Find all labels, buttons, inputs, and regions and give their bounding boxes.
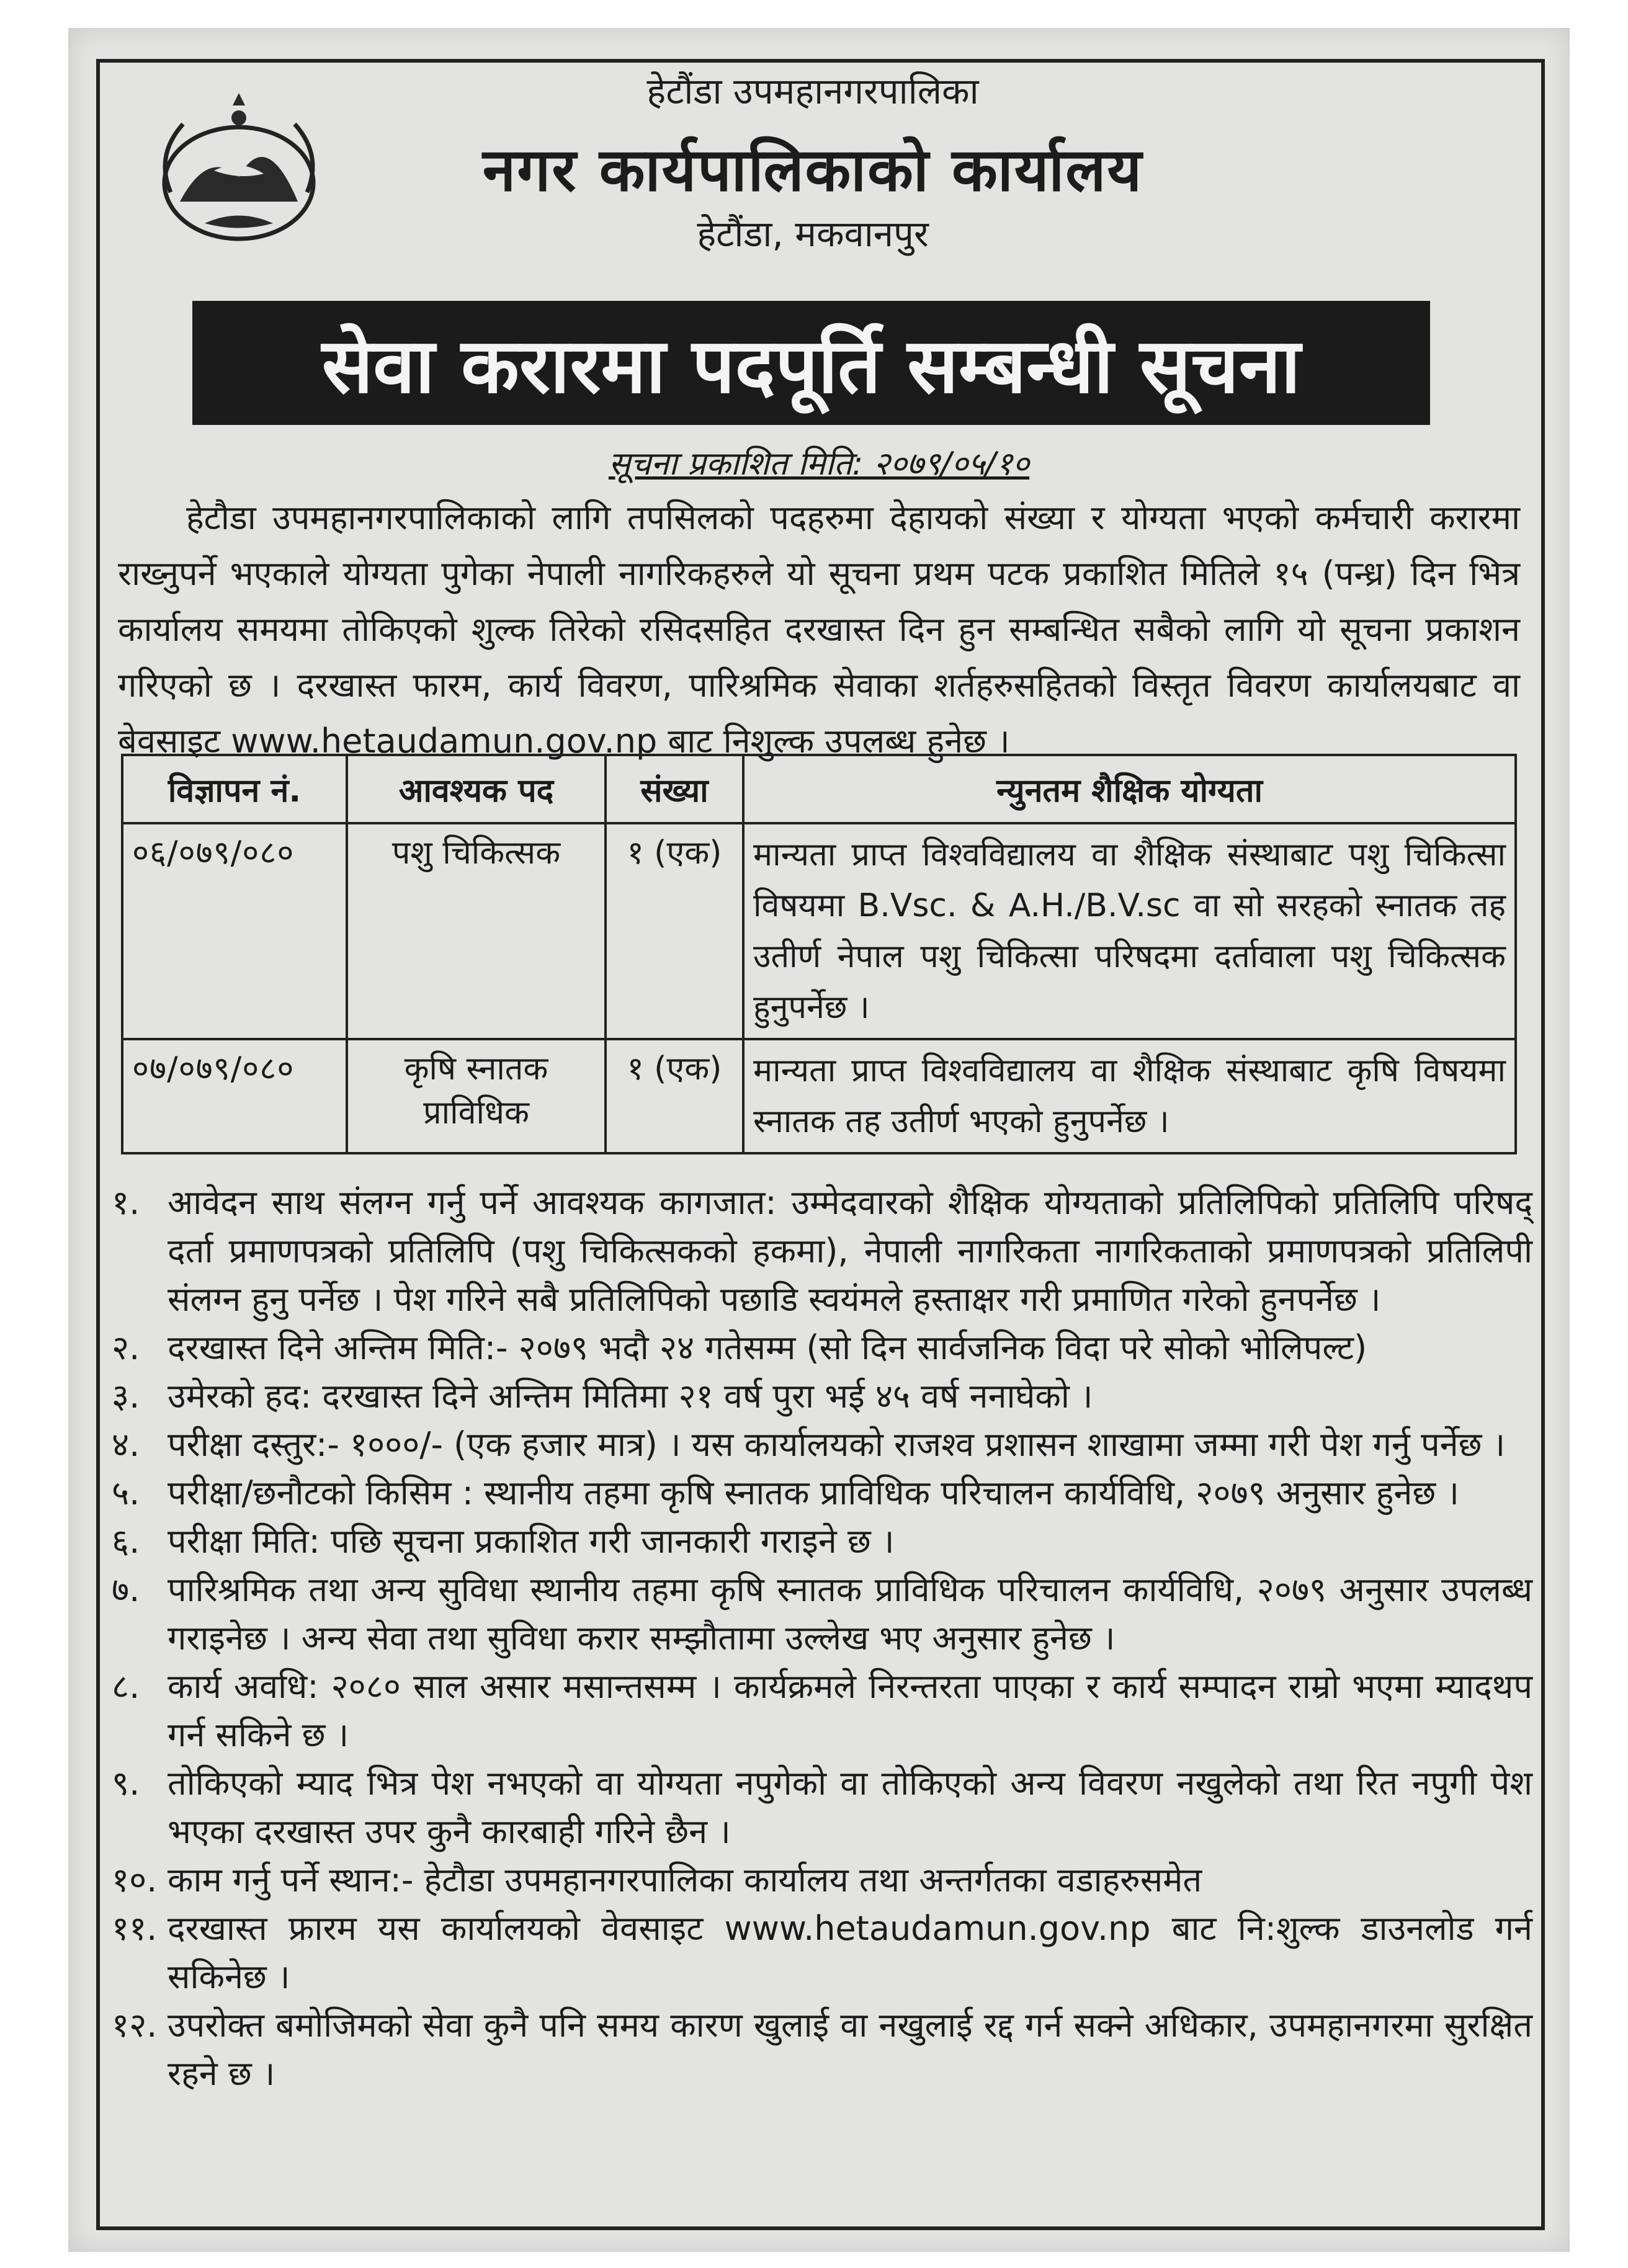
table-header-row (122, 755, 1516, 823)
conditions-list (112, 1179, 1532, 2098)
vacancy-table (121, 754, 1517, 1154)
column-header-post: आवश्यक पद (347, 755, 606, 823)
list-item (112, 1517, 1532, 1566)
office-name: नगर कार्यपालिकाको कार्यालय (482, 135, 1143, 205)
cell-ad-no: ०६/०७९/०८० (122, 823, 347, 1039)
list-item (112, 1663, 1532, 1759)
item-number: ८. (112, 1667, 140, 1706)
list-item (112, 2001, 1532, 2098)
item-number: ७. (112, 1570, 140, 1609)
item-number: ११. (112, 1909, 158, 1948)
item-number: ९. (112, 1764, 140, 1803)
list-item (112, 1904, 1532, 2001)
notice-title-banner: सेवा करारमा पदपूर्ति सम्बन्धी सूचना (192, 301, 1430, 425)
column-header-count: संख्या (606, 755, 743, 823)
cell-qualification: मान्यता प्राप्त विश्वविद्यालय वा शैक्षिक संस्थाबाट पशु चिकित्सा विषयमा B.Vsc. & A.H./B.V.sc वा सो सरहको स्नातक तह उतीर्ण नेपाल पशु चिकित्सा परिषदमा दर्तावाला पशु चिकित्सक हुनुपर्नेछ । (743, 823, 1516, 1039)
item-text: पारिश्रमिक तथा अन्य सुविधा स्थानीय तहमा कृषि स्नातक प्राविधिक परिचालन कार्यविधि, २०७९ अनुसार उपलब्ध गराइनेछ । अन्य सेवा तथा सुविधा करार सम्झौतामा उल्लेख भए अनुसार हुनेछ । (168, 1570, 1532, 1658)
list-item (112, 1856, 1532, 1904)
cell-post: कृषि स्नातक प्राविधिक (347, 1039, 606, 1153)
item-text: उमेरको हद: दरखास्त दिने अन्तिम मितिमा २१ वर्ष पुरा भई ४५ वर्ष ननाघेको । (168, 1377, 1093, 1416)
item-number: ५. (112, 1473, 140, 1512)
office-location: हेटौंडा, मकवानपुर (697, 213, 929, 255)
cell-ad-no: ०७/०७९/०८० (122, 1039, 347, 1153)
list-item (112, 1421, 1532, 1469)
intro-paragraph: हेटौडा उपमहानगरपालिकाको लागि तपसिलको पदहरुमा देहायको संख्या र योग्यता भएको कर्मचारी करारमा राख्नुपर्ने भएकाले योग्यता पुगेका नेपाली नागरिकहरुले यो सूचना प्रथम पटक प्रकाशित मितिले १५ (पन्ध्र) दिन भित्र कार्यालय समयमा तोकिएको शुल्क तिरेको रसिदसहित दरखास्त दिन हुन सम्बन्धित सबैको लागि यो सूचना प्रकाशन गरिएको छ । दरखास्त फारम, कार्य विवरण, पारिश्रमिक सेवाका शर्तहरुसहितको विस्तृत विवरण कार्यालयबाट वा बेवसाइट www.hetaudamun.gov.np बाट निशुल्क उपलब्ध हुनेछ । (118, 498, 1520, 761)
table-row (122, 1039, 1516, 1153)
item-text: उपरोक्त बमोजिमको सेवा कुनै पनि समय कारण खुलाई वा नखुलाई रद्द गर्न सक्ने अधिकार, उपमहानगरमा सुरक्षित रहने छ । (168, 2006, 1532, 2093)
list-item (112, 1759, 1532, 1856)
column-header-ad-no: विज्ञापन नं. (122, 755, 347, 823)
list-item (112, 1179, 1532, 1324)
item-number: ३. (112, 1377, 140, 1416)
publication-date: सूचना प्रकाशित मिति: २०७९/०५/१० (608, 445, 1030, 483)
cell-count: १ (एक) (606, 1039, 743, 1153)
column-header-qualification: न्युनतम शैक्षिक योग्यता (743, 755, 1516, 823)
cell-qualification: मान्यता प्राप्त विश्वविद्यालय वा शैक्षिक संस्थाबाट कृषि विषयमा स्नातक तह उतीर्ण भएको हुनुपर्नेछ । (743, 1039, 1516, 1153)
item-number: २. (112, 1328, 140, 1367)
item-text: परीक्षा/छनौटको किसिम : स्थानीय तहमा कृषि स्नातक प्राविधिक परिचालन कार्यविधि, २०७९ अनुसार हुनेछ । (168, 1473, 1459, 1512)
item-text: दरखास्त दिने अन्तिम मिति:- २०७९ भदौ २४ गतेसम्म (सो दिन सार्वजनिक विदा परे सोको भोलिपल्ट) (168, 1328, 1367, 1367)
table-row (122, 823, 1516, 1039)
item-number: १०. (112, 1860, 158, 1900)
nepal-government-emblem-icon (146, 90, 332, 257)
cell-post: पशु चिकित्सक (347, 823, 606, 1039)
item-text: काम गर्नु पर्ने स्थान:- हेटौडा उपमहानगरपालिका कार्यालय तथा अन्तर्गतका वडाहरुसमेत (168, 1860, 1202, 1900)
item-text: परीक्षा दस्तुर:- १०००/- (एक हजार मात्र) । यस कार्यालयको राजश्व प्रशासन शाखामा जम्मा गरी पेश गर्नु पर्नेछ । (168, 1425, 1506, 1464)
item-number: १. (112, 1183, 140, 1222)
list-item (112, 1566, 1532, 1663)
cell-count: १ (एक) (606, 823, 743, 1039)
item-number: ६. (112, 1522, 140, 1561)
item-text: आवेदन साथ संलग्न गर्नु पर्ने आवश्यक कागजात: उम्मेदवारको शैक्षिक योग्यताको प्रतिलिपिको प्रतिलिपि परिषद् दर्ता प्रमाणपत्रको प्रतिलिपि (पशु चिकित्सकको हकमा), नेपाली नागरिकता नागरिकताको प्रमाणपत्रको प्रतिलिपी संलग्न हुनु पर्नेछ । पेश गरिने सबै प्रतिलिपिको पछाडि स्वयंमले हस्ताक्षर गरी प्रमाणित गरेको हुनपर्नेछ । (168, 1183, 1532, 1319)
item-text: तोकिएको म्याद भित्र पेश नभएको वा योग्यता नपुगेको वा तोकिएको अन्य विवरण नखुलेको तथा रित नपुगी पेश भएका दरखास्त उपर कुनै कारबाही गरिने छैन । (168, 1764, 1532, 1851)
list-item (112, 1372, 1532, 1421)
municipality-name: हेटौंडा उपमहानगरपालिका (646, 70, 979, 112)
item-text: परीक्षा मिति: पछि सूचना प्रकाशित गरी जानकारी गराइने छ । (168, 1522, 895, 1561)
item-number: ४. (112, 1425, 140, 1464)
item-number: १२. (112, 2006, 158, 2045)
list-item (112, 1469, 1532, 1517)
list-item (112, 1324, 1532, 1372)
item-text: दरखास्त फ्रारम यस कार्यालयको वेवसाइट www.hetaudamun.gov.np बाट नि:शुल्क डाउनलोड गर्न सकिनेछ । (168, 1909, 1532, 1996)
item-text: कार्य अवधि: २०८० साल असार मसान्तसम्म । कार्यक्रमले निरन्तरता पाएका र कार्य सम्पादन राम्रो भएमा म्यादथप गर्न सकिने छ । (168, 1667, 1532, 1754)
